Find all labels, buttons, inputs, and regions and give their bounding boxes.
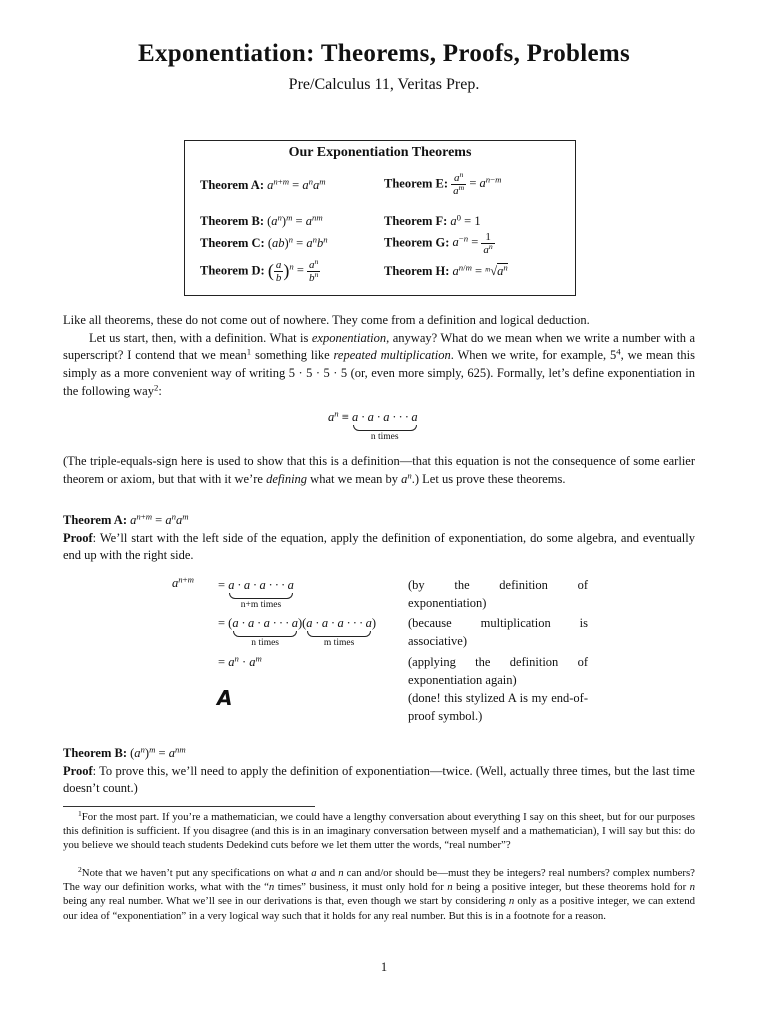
text-run: Let us start, then, with a definition. What is	[89, 330, 312, 345]
proof-step-2-note: (because multiplication is associative)	[408, 616, 588, 648]
text-run: . When we write, for example, 5	[450, 348, 617, 363]
theorem-a-label: Theorem A:	[200, 178, 264, 192]
theorem-b-formula: $(a^n)^m = a^{nm}$	[267, 212, 323, 228]
proof-label: Proof	[63, 763, 93, 778]
variable: n	[689, 881, 696, 894]
proof-step-lhs: $a^{n+m}$	[172, 574, 194, 590]
theorem-e-label: Theorem E:	[384, 176, 448, 191]
underbrace-m: a · a · a · · · a m times	[306, 616, 372, 648]
theorem-e-formula: $\frac{a^n}{a^m}$ = $a^{n-m}$	[453, 170, 502, 197]
theorem-e-entry	[384, 172, 501, 197]
underbrace-n: a · a · a · · · a n times	[232, 616, 298, 648]
theorem-a-entry	[200, 178, 326, 193]
text-run: , we mean this simply as a more convenient way of writing 5 · 5 · 5 · 5 (or, even more simply, 625). Formally, let’s define exponentiation in the following way	[63, 348, 695, 398]
footnote-1	[63, 810, 695, 853]
theorem-b-heading: Theorem B: $(a^n)^m = a^{nm}$	[63, 744, 186, 760]
theorem-a-heading: Theorem A: $a^{n+m} = a^na^m$	[63, 511, 189, 527]
proof-step-2: = (a · a · a · · · a n times )(a · a · a · · · a m times )	[218, 616, 377, 648]
end-of-proof-note: (done! this stylized A is my end-of-proof symbol.)	[408, 691, 588, 723]
theorem-f-label: Theorem F:	[384, 214, 448, 228]
text-run: :	[158, 383, 162, 398]
theorem-g-label: Theorem G:	[384, 235, 450, 250]
text-run: times” business, it must only hold for	[274, 881, 448, 894]
variable: n	[338, 867, 344, 879]
theorem-h-formula: $a^{n/m} = ^m√a^n$	[452, 262, 508, 278]
text-run: Note that we haven’t put any specifications on what	[81, 867, 312, 879]
theorem-d-label: Theorem D:	[200, 263, 265, 278]
text-run: .) Let us prove these theorems.	[411, 471, 566, 486]
theorem-a-section	[63, 512, 695, 565]
end-of-proof-symbol: A	[217, 686, 233, 710]
theorem-c-label: Theorem C:	[200, 236, 265, 250]
theorem-box-title: Our Exponentiation Theorems	[288, 145, 472, 160]
theorem-d-entry	[200, 259, 320, 284]
underbrace-n-times: a · a · a · · · a n times	[351, 410, 418, 442]
intro-paragraph	[63, 312, 695, 401]
footnote-ref-2[interactable]: 2	[153, 382, 159, 393]
underbrace-label: n times	[370, 432, 399, 442]
page-number: 1	[380, 960, 388, 974]
proof-label: Proof	[63, 530, 93, 545]
emphasis-repeated-multiplication: repeated multiplication	[333, 348, 451, 363]
theorem-b-section	[63, 745, 695, 798]
proof-step-3-note: (applying the definition of exponentiation again)	[408, 655, 588, 687]
theorem-c-entry	[200, 236, 328, 251]
underbrace-label: n times	[251, 638, 280, 648]
intro-line: Like all theorems, these do not come out of nowhere. They come from a definition and logical deduction.	[63, 313, 590, 327]
theorem-h-label: Theorem H:	[384, 264, 450, 278]
variable: n	[508, 895, 515, 908]
emphasis-exponentiation: exponentiation	[311, 330, 387, 345]
text-run: can and/or should be—must they be integers? real numbers? complex numbers? The way our definition works, what with the “	[63, 867, 695, 894]
document-subtitle: Pre/Calculus 11, Veritas Prep.	[288, 76, 480, 93]
footnote-mark: 1	[78, 809, 82, 819]
theorem-h-entry	[384, 264, 508, 279]
text-run: (The triple-equals-sign here is used to show that this is a definition—that this equation is not the consequence of some earlier theorem or axiom, but that with it we’re	[63, 454, 695, 486]
text-run: what we mean by	[307, 471, 402, 486]
definition-note-paragraph: (The triple-equals-sign here is used to show that this is a definition—that this equation is not the consequence of some earlier theorem or axiom, but that with it we’re defining what we mean by $a^n$.) Let us prove these theorems.	[63, 454, 695, 486]
theorem-f-formula: $a^0 = 1$	[450, 212, 481, 228]
theorem-g-entry	[384, 231, 495, 256]
theorem-b-label: Theorem B:	[200, 214, 264, 228]
proof-b-text	[63, 763, 695, 798]
text-run: being a positive integer, but these theorems hold for	[452, 881, 690, 894]
variable: n	[447, 881, 453, 894]
text-run: only as a positive integer, we can extend our idea of “exponentiation” in a very logical way such that it holds for any real number. But this is in a footnote for a reason.	[63, 895, 695, 922]
theorem-b-entry	[200, 214, 323, 229]
theorem-g-formula: $a^{-n}$ = $\frac{1}{a^n}$	[452, 231, 493, 256]
theorem-f-entry	[384, 214, 481, 229]
variable: a	[311, 867, 317, 879]
text-run: : To prove this, we’ll need to apply the definition of exponentiation—twice. (Well, actually three times, but the last time doesn’t count.)	[63, 763, 695, 796]
text-run: being any real number. What we’ll see in our derivations is that, even though we start by considering	[63, 895, 509, 908]
heading-label: Theorem A:	[63, 513, 127, 527]
footnote-2	[63, 866, 695, 923]
proof-step-1-note: (by the definition of exponentiation)	[408, 578, 588, 610]
footnote-text: For the most part. If you’re a mathematician, we could have a lengthy conversation about everything I say on this sheet, but for our purposes this definition is sufficient. If you disagree (and this is in an imaginary conversation between myself and a mathematician), I will say but this: do you believe we should teach students Dedekind cuts before we let them utter the words, “real number”?	[63, 811, 695, 852]
footnote-mark: 2	[78, 865, 82, 875]
emphasis-defining: defining	[266, 471, 308, 486]
document-title: Exponentiation: Theorems, Proofs, Problems	[137, 40, 630, 67]
underbrace-label: n+m times	[240, 600, 282, 610]
proof-step-1: = a · a · a · · · a n+m times	[218, 578, 294, 610]
variable: n	[268, 881, 275, 894]
text-run: and	[316, 867, 339, 879]
footnote-ref-1[interactable]: 1	[246, 347, 252, 358]
underbrace-n-plus-m: a · a · a · · · a n+m times	[228, 578, 294, 610]
theorem-c-formula: $(ab)^n = a^nb^n$	[267, 234, 328, 250]
theorem-d-formula: ( $\frac{a}{b}$ )$^n$ = $\frac{a^n}{b^n}$	[267, 257, 319, 284]
proof-a-text	[63, 530, 695, 565]
superscript: 4	[616, 347, 621, 358]
text-run: : We’ll start with the left side of the equation, apply the definition of exponentiation, do some algebra, and eventually end up with the right side.	[63, 530, 695, 563]
theorem-a-formula: $a^{n+m} = a^na^m$	[267, 176, 326, 192]
underbrace-label: m times	[323, 638, 355, 648]
text-run: something like	[251, 348, 334, 363]
definition-paragraph	[63, 330, 695, 401]
text-run: , anyway? What do we mean when we write a number with a superscript? I contend that we mean	[63, 330, 696, 363]
proof-step-3: = $a^n \cdot a^m$	[218, 653, 262, 669]
heading-label: Theorem B:	[63, 746, 127, 760]
definition-equation: $a^n \equiv a \cdot a \cdot a$ · · · a n times	[328, 408, 418, 442]
footnote-rule	[63, 806, 315, 807]
